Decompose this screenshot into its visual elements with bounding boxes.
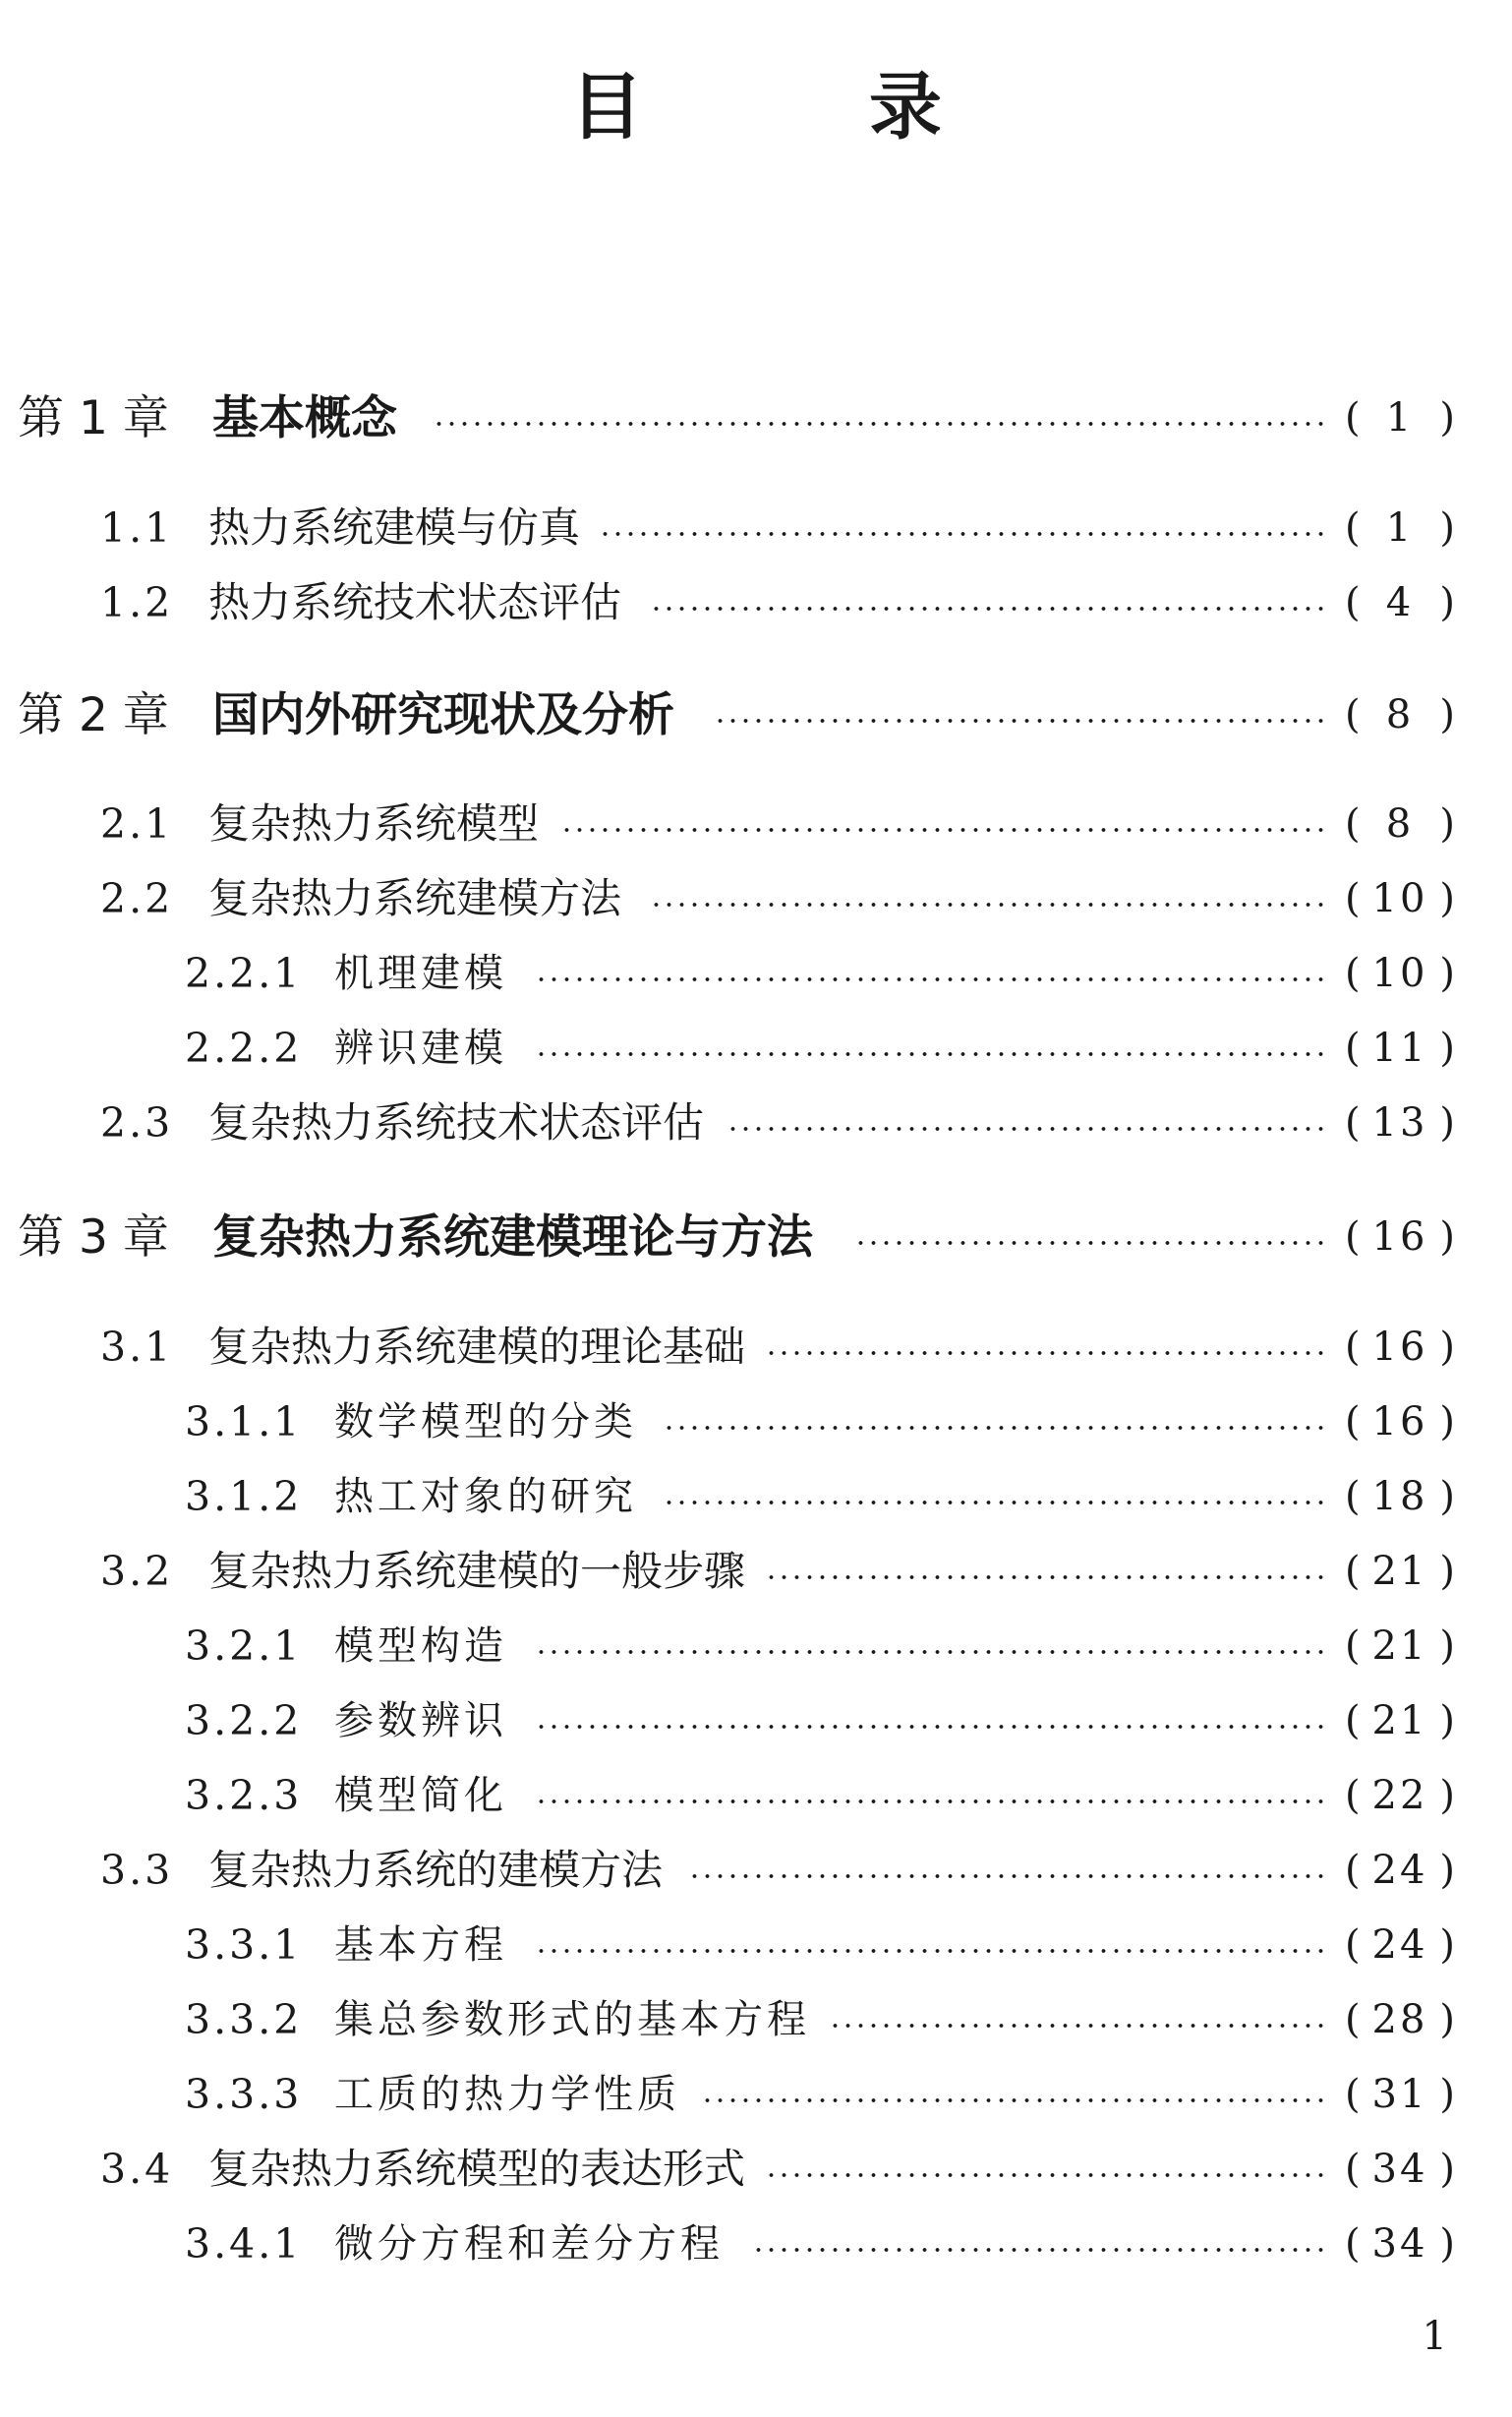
entry-page-number: 34 (1371, 2147, 1428, 2192)
entry-title: 复杂热力系统的建模方法 (208, 1846, 664, 1894)
dot-leader (433, 422, 1327, 426)
entry-page-number: 24 (1371, 1848, 1428, 1893)
entry-title: 复杂热力系统技术状态评估 (208, 1098, 705, 1147)
entry-title: 复杂热力系统模型 (208, 799, 540, 848)
dot-leader (535, 1650, 1327, 1654)
toc-chapter-entry (0, 1208, 1512, 1267)
entry-page-number: 16 (1371, 1325, 1428, 1370)
entry-page-number: 18 (1371, 1474, 1428, 1519)
entry-page: ( 1 ) (1345, 505, 1455, 551)
entry-number: 3.3.1 (185, 1920, 303, 1969)
entry-number: 3.2.3 (185, 1771, 303, 1819)
entry-page: ( 28 ) (1345, 1997, 1455, 2042)
entry-page-number: 1 (1385, 505, 1415, 551)
entry-number: 3.1.1 (185, 1397, 303, 1445)
toc-section-entry (0, 795, 1512, 854)
dot-leader (765, 1575, 1327, 1579)
toc-subsection-entry (0, 1916, 1512, 1975)
dot-leader (854, 1241, 1327, 1245)
entry-title: 复杂热力系统建模的一般步骤 (208, 1547, 746, 1595)
entry-page-number: 1 (1385, 395, 1415, 441)
entry-title: 模型构造 (334, 1623, 507, 1669)
dot-leader (599, 532, 1327, 536)
entry-page-number: 11 (1371, 1026, 1428, 1071)
entry-number: 3.4 (100, 2145, 174, 2193)
dot-leader (714, 719, 1327, 723)
entry-number: 2.2.1 (185, 949, 303, 997)
entry-title: 复杂热力系统建模的理论基础 (208, 1323, 746, 1371)
entry-title: 模型简化 (334, 1773, 507, 1818)
dot-leader (765, 1351, 1327, 1355)
entry-title: 热力系统技术状态评估 (208, 578, 622, 626)
entry-page-number: 21 (1371, 1549, 1428, 1594)
toc-subsection-entry (0, 944, 1512, 1003)
dot-leader (535, 1725, 1327, 1729)
toc-section-entry (0, 1542, 1512, 1601)
page-number: 1 (1422, 2314, 1447, 2359)
entry-title: 复杂热力系统建模方法 (208, 874, 622, 922)
entry-number: 第 3 章 (18, 1209, 169, 1265)
entry-page: ( 16 ) (1345, 1399, 1455, 1444)
entry-title: 辨识建模 (334, 1026, 507, 1071)
dot-leader (650, 903, 1327, 907)
entry-number: 3.1 (100, 1323, 174, 1371)
entry-page-number: 8 (1385, 692, 1415, 737)
entry-page: ( 34 ) (1345, 2147, 1455, 2192)
entry-page-number: 22 (1371, 1773, 1428, 1818)
entry-page: ( 11 ) (1345, 1026, 1455, 1071)
entry-title: 基本概念 (212, 390, 397, 445)
toc-section-entry (0, 2140, 1512, 2199)
entry-page-number: 31 (1371, 2072, 1428, 2117)
entry-title: 复杂热力系统模型的表达形式 (208, 2145, 746, 2193)
toc-subsection-entry (0, 2065, 1512, 2124)
entry-number: 3.3.3 (185, 2070, 303, 2118)
entry-number: 3.1.2 (185, 1472, 303, 1520)
entry-title: 热力系统建模与仿真 (208, 503, 581, 552)
dot-leader (663, 1426, 1327, 1430)
toc-subsection-entry (0, 1392, 1512, 1451)
entry-page: ( 21 ) (1345, 1623, 1455, 1669)
entry-page-number: 8 (1385, 801, 1415, 847)
entry-page-number: 21 (1371, 1623, 1428, 1669)
dot-leader (663, 1501, 1327, 1504)
entry-page: ( 24 ) (1345, 1848, 1455, 1893)
entry-number: 2.2 (100, 874, 174, 922)
dot-leader (727, 1127, 1327, 1131)
toc-subsection-entry (0, 2214, 1512, 2273)
entry-page: ( 18 ) (1345, 1474, 1455, 1519)
entry-page: ( 34 ) (1345, 2221, 1455, 2267)
page-title: 目 录 (570, 65, 1018, 149)
entry-page: ( 8 ) (1345, 692, 1455, 737)
entry-page: ( 10 ) (1345, 951, 1455, 996)
entry-page: ( 10 ) (1345, 876, 1455, 921)
dot-leader (688, 1874, 1327, 1878)
entry-title: 热工对象的研究 (334, 1474, 637, 1519)
entry-title: 复杂热力系统建模理论与方法 (212, 1209, 813, 1265)
entry-page: ( 31 ) (1345, 2072, 1455, 2117)
entry-number: 第 1 章 (18, 390, 169, 445)
entry-page-number: 16 (1371, 1399, 1428, 1444)
entry-number: 3.2.1 (185, 1621, 303, 1670)
entry-number: 2.3 (100, 1098, 174, 1147)
entry-page: ( 4 ) (1345, 580, 1455, 625)
entry-title: 工质的热力学性质 (334, 2072, 680, 2117)
entry-page: ( 16 ) (1345, 1214, 1455, 1260)
toc-section-entry (0, 1093, 1512, 1152)
entry-title: 机理建模 (334, 951, 507, 996)
dot-leader (535, 1949, 1327, 1953)
dot-leader (829, 2024, 1327, 2028)
toc-chapter-entry (0, 388, 1512, 447)
dot-leader (535, 1052, 1327, 1056)
toc-subsection-entry (0, 1766, 1512, 1825)
entry-number: 3.4.1 (185, 2219, 303, 2268)
entry-page-number: 13 (1371, 1100, 1428, 1146)
entry-page-number: 4 (1385, 580, 1415, 625)
entry-title: 基本方程 (334, 1922, 507, 1968)
entry-number: 3.2 (100, 1547, 174, 1595)
entry-page: ( 1 ) (1345, 395, 1455, 441)
dot-leader (535, 977, 1327, 981)
entry-number: 第 2 章 (18, 687, 169, 742)
dot-leader (765, 2173, 1327, 2177)
entry-number: 3.2.2 (185, 1696, 303, 1744)
entry-number: 3.3.2 (185, 1995, 303, 2043)
entry-page: ( 22 ) (1345, 1773, 1455, 1818)
entry-number: 1.2 (100, 578, 174, 626)
entry-page-number: 24 (1371, 1922, 1428, 1968)
entry-page: ( 21 ) (1345, 1549, 1455, 1594)
dot-leader (650, 607, 1327, 611)
dot-leader (535, 1799, 1327, 1803)
toc-chapter-entry (0, 685, 1512, 744)
entry-page-number: 28 (1371, 1997, 1428, 2042)
toc-section-entry (0, 1318, 1512, 1377)
entry-page: ( 21 ) (1345, 1698, 1455, 1743)
entry-page: ( 8 ) (1345, 801, 1455, 847)
toc-section-entry (0, 573, 1512, 632)
toc-subsection-entry (0, 1990, 1512, 2049)
toc-section-entry (0, 499, 1512, 558)
toc-subsection-entry (0, 1019, 1512, 1078)
toc-subsection-entry (0, 1691, 1512, 1750)
entry-title: 参数辨识 (334, 1698, 507, 1743)
entry-page-number: 10 (1371, 876, 1428, 921)
entry-page-number: 34 (1371, 2221, 1428, 2267)
toc-section-entry (0, 869, 1512, 928)
entry-title: 国内外研究现状及分析 (212, 687, 674, 742)
toc-section-entry (0, 1841, 1512, 1900)
entry-title: 数学模型的分类 (334, 1399, 637, 1444)
entry-title: 微分方程和差分方程 (334, 2221, 724, 2267)
entry-page: ( 24 ) (1345, 1922, 1455, 1968)
entry-title: 集总参数形式的基本方程 (334, 1997, 810, 2042)
entry-number: 2.2.2 (185, 1024, 303, 1072)
toc-subsection-entry (0, 1467, 1512, 1526)
entry-number: 1.1 (100, 503, 174, 552)
entry-number: 3.3 (100, 1846, 174, 1894)
entry-page: ( 13 ) (1345, 1100, 1455, 1146)
entry-page-number: 21 (1371, 1698, 1428, 1743)
entry-page-number: 16 (1371, 1214, 1428, 1260)
toc-subsection-entry (0, 1617, 1512, 1676)
entry-page-number: 10 (1371, 951, 1428, 996)
dot-leader (752, 2248, 1327, 2252)
dot-leader (701, 2098, 1327, 2102)
entry-page: ( 16 ) (1345, 1325, 1455, 1370)
entry-number: 2.1 (100, 799, 174, 848)
dot-leader (560, 828, 1327, 832)
